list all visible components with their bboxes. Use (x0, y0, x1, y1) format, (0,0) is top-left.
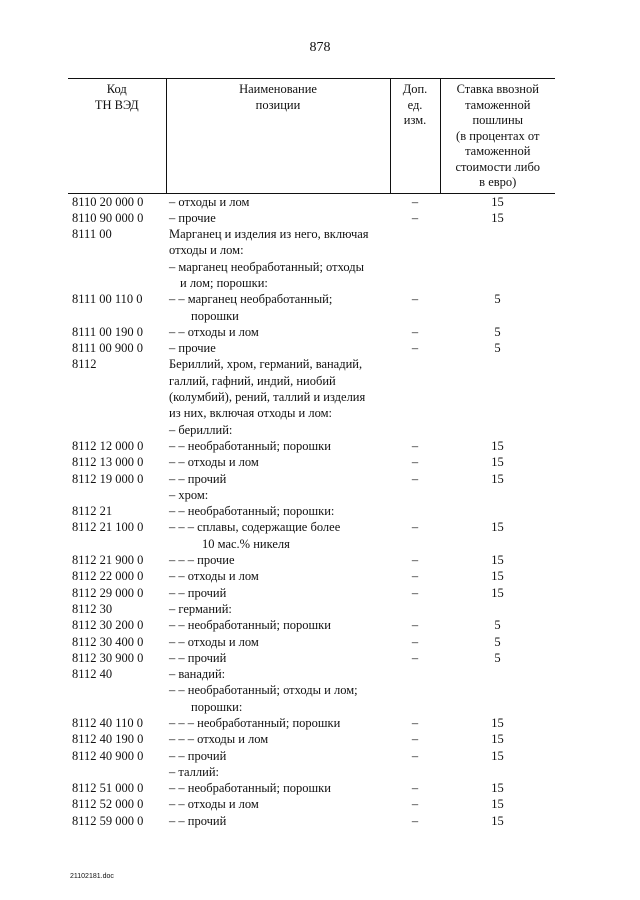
table-row (68, 748, 555, 764)
code-cell: 8112 40 (72, 667, 113, 682)
name-cell (166, 503, 390, 519)
header-line: пошлины (472, 113, 524, 127)
code-cell: 8112 30 200 0 (72, 618, 144, 633)
table-row (68, 471, 555, 487)
code-cell: 8112 59 000 0 (72, 813, 144, 828)
unit-cell: – (411, 585, 419, 600)
name-line: – ванадий: (169, 667, 226, 682)
header-line: Доп. (402, 82, 428, 96)
table-row (68, 503, 555, 519)
table-row (68, 487, 555, 503)
name-cell (166, 780, 390, 796)
name-line: – – отходы и лом (169, 569, 259, 584)
name-line: – – – прочие (169, 553, 235, 568)
name-line: – прочие (169, 210, 216, 225)
name-line: – – прочий (169, 813, 227, 828)
code-cell: 8112 30 900 0 (72, 650, 144, 665)
name-cell (166, 487, 390, 503)
code-cell: 8112 22 000 0 (72, 569, 144, 584)
header-code (68, 79, 166, 194)
rate-cell (440, 226, 555, 291)
unit-cell (390, 666, 440, 715)
rate-cell (440, 666, 555, 715)
name-line: – – марганец необработанный; (169, 292, 333, 307)
rate-cell: 15 (491, 569, 504, 584)
name-line: – – отходы и лом (169, 634, 259, 649)
name-line: из них, включая отходы и лом: (169, 406, 332, 421)
rate-cell: 5 (494, 292, 501, 307)
name-cell (166, 764, 390, 780)
code-cell: 8112 30 400 0 (72, 634, 144, 649)
rate-cell (440, 601, 555, 617)
name-cell (166, 340, 390, 356)
table-row (68, 617, 555, 633)
code-cell: 8112 40 190 0 (72, 732, 144, 747)
name-cell (166, 438, 390, 454)
rate-cell: 5 (494, 341, 501, 356)
name-line: Бериллий, хром, германий, ванадий, (169, 357, 363, 372)
name-cell (166, 519, 390, 552)
name-cell (166, 617, 390, 633)
name-line: – – необработанный; порошки: (169, 504, 335, 519)
table-row (68, 356, 555, 437)
name-line: 10 мас.% никеля (202, 536, 290, 551)
name-cell (166, 748, 390, 764)
table-row (68, 585, 555, 601)
unit-cell: – (411, 324, 419, 339)
name-cell (166, 585, 390, 601)
rate-cell (440, 764, 555, 780)
unit-cell: – (411, 341, 419, 356)
table-row (68, 666, 555, 715)
code-cell: 8112 21 100 0 (72, 520, 144, 535)
name-line: порошки: (191, 699, 243, 714)
table-row (68, 764, 555, 780)
table-row (68, 634, 555, 650)
code-cell: 8112 29 000 0 (72, 585, 144, 600)
header-line: позиции (255, 97, 301, 112)
header-unit (390, 79, 440, 194)
table-body (68, 193, 555, 829)
table-row (68, 519, 555, 552)
rate-cell: 15 (491, 210, 504, 225)
unit-cell: – (411, 618, 419, 633)
unit-cell: – (411, 471, 419, 486)
name-line: Марганец и изделия из него, включая (169, 227, 369, 242)
table-row (68, 324, 555, 340)
table-row (68, 454, 555, 470)
table-row (68, 731, 555, 747)
name-cell (166, 634, 390, 650)
header-line: ед. (407, 97, 423, 112)
table-row (68, 552, 555, 568)
name-cell (166, 568, 390, 584)
unit-cell: – (411, 292, 419, 307)
name-line: – – прочий (169, 585, 227, 600)
table-row (68, 568, 555, 584)
rate-cell: 15 (491, 194, 504, 209)
name-cell (166, 796, 390, 812)
name-cell (166, 715, 390, 731)
unit-cell: – (411, 797, 419, 812)
code-cell: 8112 12 000 0 (72, 438, 144, 453)
name-line: – – прочий (169, 748, 227, 763)
unit-cell: – (411, 634, 419, 649)
code-cell: 8112 51 000 0 (72, 781, 144, 796)
code-cell: 8112 (72, 357, 97, 372)
name-cell (166, 666, 390, 715)
header-line: (в процентах от (456, 128, 540, 143)
name-line: – отходы и лом (169, 194, 250, 209)
name-line: отходы и лом: (169, 243, 244, 258)
code-cell: 8111 00 (72, 227, 112, 242)
table-row (68, 226, 555, 291)
header-line: ТН ВЭД (94, 97, 139, 112)
unit-cell: – (411, 650, 419, 665)
rate-cell: 15 (491, 732, 504, 747)
table-row (68, 650, 555, 666)
rate-cell: 15 (491, 438, 504, 453)
unit-cell (390, 764, 440, 780)
rate-cell: 5 (494, 324, 501, 339)
name-cell (166, 552, 390, 568)
code-cell: 8112 52 000 0 (72, 797, 144, 812)
rate-cell: 15 (491, 813, 504, 828)
unit-cell (390, 356, 440, 437)
rate-cell: 5 (494, 618, 501, 633)
header-line: таможенной (465, 144, 531, 158)
header-line: Код (106, 82, 127, 96)
name-line: порошки (191, 308, 239, 323)
header-line: таможенной (465, 97, 531, 112)
name-line: – марганец необработанный; отходы (169, 259, 365, 274)
name-line: и лом; порошки: (180, 275, 268, 290)
name-line: – – необработанный; порошки (169, 438, 331, 453)
header-line: изм. (403, 113, 427, 127)
header-line: Наименование (239, 82, 317, 96)
rate-cell: 5 (494, 650, 501, 665)
name-line: – – – отходы и лом (169, 732, 269, 747)
table-row (68, 780, 555, 796)
code-cell: 8112 21 (72, 504, 113, 519)
name-line: – – отходы и лом (169, 455, 259, 470)
table-row (68, 796, 555, 812)
name-cell (166, 356, 390, 437)
unit-cell: – (411, 748, 419, 763)
code-cell: 8111 00 110 0 (72, 292, 143, 307)
name-line: – – прочий (169, 471, 227, 486)
rate-cell (440, 356, 555, 437)
name-line: – – необработанный; порошки (169, 618, 331, 633)
table-row (68, 291, 555, 324)
rate-cell (440, 487, 555, 503)
name-line: – – прочий (169, 650, 227, 665)
header-line: в евро) (479, 175, 517, 189)
name-line: – хром: (169, 487, 209, 502)
unit-cell (390, 226, 440, 291)
name-line: – – – необработанный; порошки (169, 716, 341, 730)
table-row (68, 601, 555, 617)
table-row (68, 340, 555, 356)
code-cell: 8112 13 000 0 (72, 455, 144, 470)
unit-cell: – (411, 732, 419, 747)
code-cell (68, 487, 166, 503)
name-cell (166, 324, 390, 340)
unit-cell: – (411, 210, 419, 225)
unit-cell: – (411, 781, 419, 796)
table-row (68, 813, 555, 829)
code-cell: 8110 90 000 0 (72, 210, 144, 225)
table-row (68, 210, 555, 226)
tariff-table (68, 78, 555, 829)
rate-cell (440, 503, 555, 519)
unit-cell: – (411, 553, 419, 568)
code-cell: 8112 40 900 0 (72, 748, 144, 763)
unit-cell (390, 487, 440, 503)
table-header-row (68, 79, 555, 194)
code-cell: 8110 20 000 0 (72, 194, 144, 209)
name-cell (166, 454, 390, 470)
unit-cell: – (411, 569, 419, 584)
header-name (166, 79, 390, 194)
rate-cell: 15 (491, 520, 504, 535)
code-cell: 8111 00 900 0 (72, 341, 143, 356)
name-cell (166, 471, 390, 487)
code-cell: 8112 40 110 0 (72, 716, 143, 730)
name-line: – – необработанный; отходы и лом; (169, 683, 358, 698)
code-cell: 8111 00 190 0 (72, 324, 143, 339)
name-line: – прочие (169, 341, 216, 356)
rate-cell: 15 (491, 585, 504, 600)
name-line: – бериллий: (169, 422, 233, 437)
name-cell (166, 193, 390, 210)
unit-cell: – (411, 438, 419, 453)
page-number: 878 (309, 40, 331, 55)
name-line: галлий, гафний, индий, ниобий (169, 373, 336, 388)
unit-cell: – (411, 194, 419, 209)
code-cell: 8112 19 000 0 (72, 471, 144, 486)
rate-cell: 15 (491, 797, 504, 812)
name-line: – – – сплавы, содержащие более (169, 520, 341, 535)
unit-cell (390, 601, 440, 617)
unit-cell: – (411, 716, 419, 730)
rate-cell: 15 (491, 748, 504, 763)
table-row (68, 438, 555, 454)
unit-cell (390, 503, 440, 519)
unit-cell: – (411, 455, 419, 470)
name-cell (166, 650, 390, 666)
rate-cell: 15 (491, 471, 504, 486)
name-cell (166, 601, 390, 617)
rate-cell: 15 (491, 553, 504, 568)
rate-cell: 15 (491, 455, 504, 470)
name-line: – германий: (169, 601, 232, 616)
header-rate (440, 79, 555, 194)
name-cell (166, 731, 390, 747)
name-line: – – отходы и лом (169, 797, 259, 812)
code-cell (68, 764, 166, 780)
name-line: – – отходы и лом (169, 324, 259, 339)
name-line: – – необработанный; порошки (169, 781, 331, 796)
name-cell (166, 210, 390, 226)
table-row (68, 715, 555, 731)
footer-filename: 21102181.doc (70, 873, 114, 880)
code-cell: 8112 21 900 0 (72, 553, 144, 568)
rate-cell: 5 (494, 634, 501, 649)
rate-cell: 15 (491, 781, 504, 796)
table-row (68, 193, 555, 210)
name-line: (колумбий), рений, таллий и изделия (169, 390, 366, 405)
unit-cell: – (411, 813, 419, 828)
unit-cell: – (411, 520, 419, 535)
name-cell (166, 226, 390, 291)
name-line: – таллий: (169, 764, 219, 779)
code-cell: 8112 30 (72, 601, 113, 616)
rate-cell: 15 (491, 716, 504, 730)
name-cell (166, 291, 390, 324)
header-line: стоимости либо (455, 159, 541, 174)
name-cell (166, 813, 390, 829)
header-line: Ставка ввозной (456, 82, 539, 96)
